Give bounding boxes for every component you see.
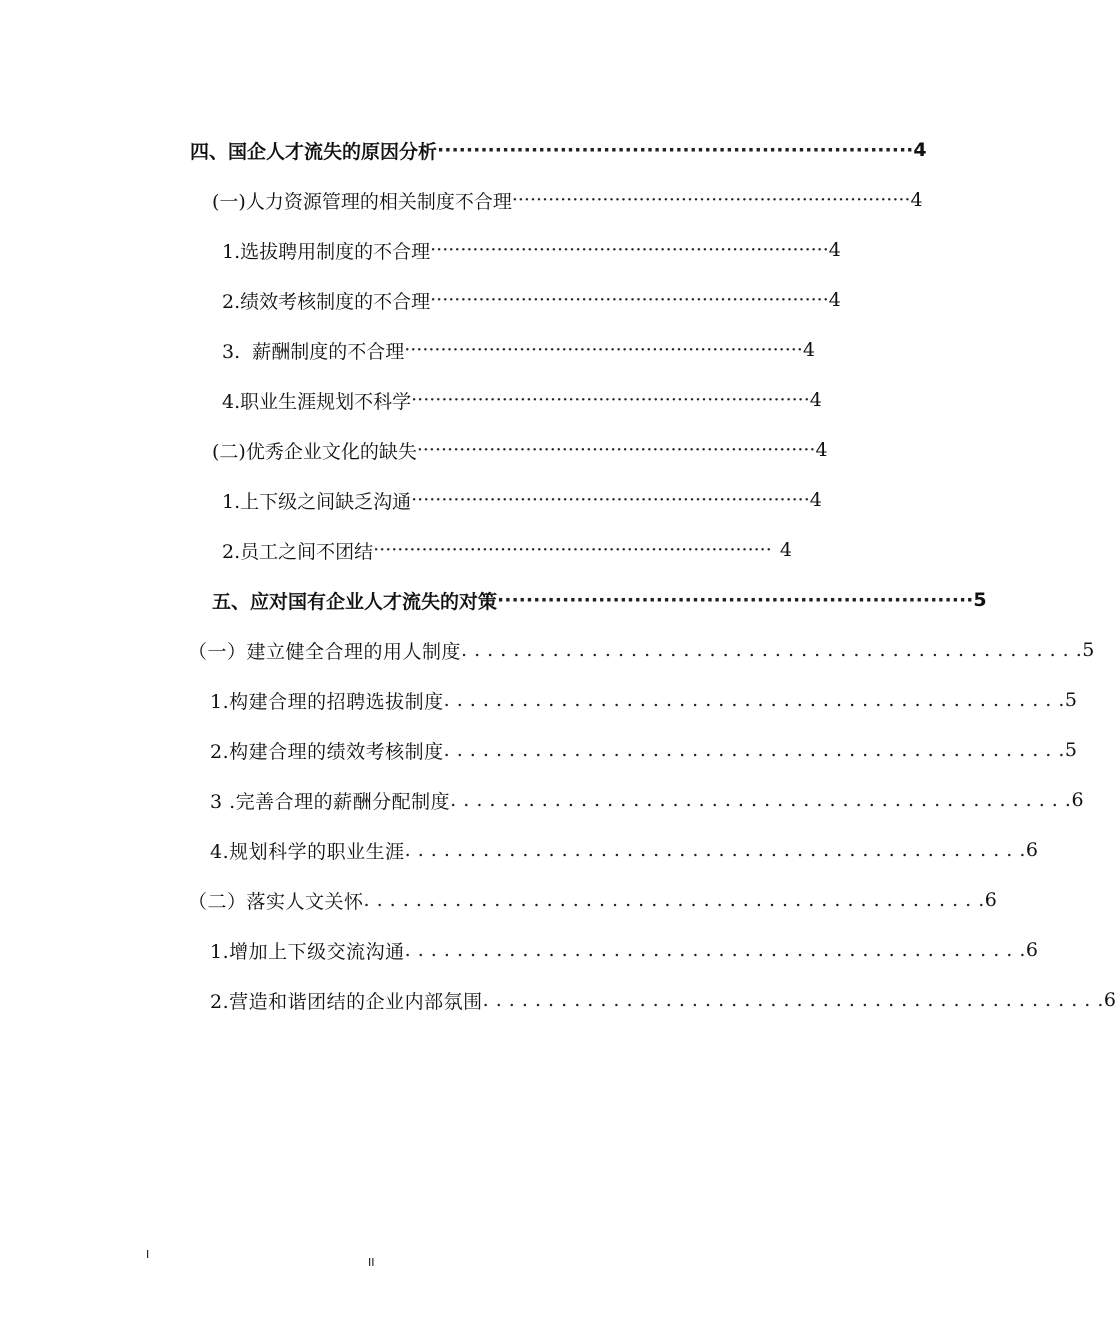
- toc-entry-subsection[interactable]: [222, 335, 815, 365]
- toc-entry-subsection[interactable]: [210, 685, 1078, 715]
- toc-entry-title: （一）建立健全合理的用人制度: [188, 640, 462, 663]
- toc-entry-chapter-5[interactable]: [212, 585, 987, 615]
- toc-entry-title: 1.增加上下级交流沟通: [210, 940, 405, 963]
- toc-entry-title: （二）落实人文关怀: [188, 890, 364, 913]
- toc-entry-page: 4: [802, 339, 815, 361]
- toc-entry-subsection[interactable]: [210, 985, 1117, 1015]
- toc-entry-page: 5: [1082, 639, 1095, 661]
- toc-leader-dots: ··································································: [430, 289, 829, 311]
- toc-entry-title: 1.选拔聘用制度的不合理: [222, 240, 431, 263]
- toc-entry-title: 4.职业生涯规划不科学: [222, 390, 412, 413]
- toc-entry-page: 4: [815, 439, 828, 461]
- toc-entry-title: 3. 薪酬制度的不合理: [222, 340, 405, 363]
- toc-entry-page: 6: [1025, 939, 1039, 961]
- toc-entry-subsection[interactable]: [222, 485, 822, 515]
- toc-entry-section[interactable]: [188, 635, 1095, 665]
- toc-leader-dots: ··································································: [404, 339, 803, 361]
- toc-entry-title: 2.构建合理的绩效考核制度: [210, 740, 444, 763]
- toc-entry-chapter-4[interactable]: [190, 135, 927, 165]
- toc-leader-dots: . . . . . . . . . . . . . . . . . . . . . . . . . . . . . . . . . . . . . . . . . . . . . . . .: [482, 989, 1104, 1011]
- page-number-center: II: [368, 1256, 375, 1269]
- toc-leader-dots: ··································································: [411, 489, 810, 511]
- toc-entry-subsection[interactable]: [210, 935, 1039, 965]
- toc-entry-page: 4: [779, 539, 792, 561]
- toc-entry-title: 2.营造和谐团结的企业内部氛围: [210, 990, 483, 1013]
- toc-leader-dots: ··································································: [416, 439, 816, 461]
- toc-entry-title: 1.构建合理的招聘选拔制度: [210, 690, 444, 713]
- toc-leader-dots: ··································································: [511, 189, 911, 211]
- toc-leader-dots: . . . . . . . . . . . . . . . . . . . . . . . . . . . . . . . . . . . . . . . . . . . . . . . .: [443, 689, 1065, 711]
- toc-entry-title: 3 .完善合理的薪酬分配制度: [210, 790, 451, 813]
- toc-entry-title: 2.绩效考核制度的不合理: [222, 290, 431, 313]
- toc-entry-page: 6: [1071, 789, 1085, 811]
- toc-leader-dots: ··································································: [497, 589, 974, 611]
- toc-leader-dots: . . . . . . . . . . . . . . . . . . . . . . . . . . . . . . . . . . . . . . . . . . . . . . . .: [363, 889, 985, 911]
- toc-entry-subsection[interactable]: [222, 285, 841, 315]
- toc-entry-title: 四、国企人才流失的原因分析: [190, 140, 438, 163]
- toc-leader-dots: ··································································: [373, 539, 772, 561]
- toc-entry-title: 2.员工之间不团结: [222, 540, 374, 563]
- toc-entry-subsection[interactable]: [210, 835, 1039, 865]
- page-number-left: I: [146, 1248, 150, 1261]
- toc-entry-page: 6: [984, 889, 998, 911]
- toc-entry-subsection[interactable]: [222, 385, 822, 415]
- toc-entry-subsection[interactable]: [222, 535, 792, 565]
- toc-entry-subsection[interactable]: [210, 785, 1085, 815]
- toc-entry-title: (一)人力资源管理的相关制度不合理: [212, 190, 512, 213]
- toc-leader-dots: ··································································: [411, 389, 810, 411]
- toc-entry-section[interactable]: [188, 885, 998, 915]
- toc-leader-dots: . . . . . . . . . . . . . . . . . . . . . . . . . . . . . . . . . . . . . . . . . . . . . . . .: [450, 789, 1072, 811]
- toc-entry-section[interactable]: [212, 185, 923, 215]
- toc-entry-page: 4: [910, 189, 923, 211]
- toc-entry-title: 五、应对国有企业人才流失的对策: [212, 590, 498, 613]
- toc-entry-title: (二)优秀企业文化的缺失: [212, 440, 417, 463]
- toc-leader-dots: ··································································: [437, 139, 914, 161]
- toc-entry-page: 6: [1103, 989, 1117, 1011]
- toc-entry-title: 1.上下级之间缺乏沟通: [222, 490, 412, 513]
- toc-entry-page: 4: [828, 239, 841, 261]
- toc-leader-dots: . . . . . . . . . . . . . . . . . . . . . . . . . . . . . . . . . . . . . . . . . . . . . . . .: [404, 839, 1026, 861]
- toc-entry-page: 4: [913, 139, 927, 161]
- toc-entry-page: 6: [1025, 839, 1039, 861]
- toc-entry-subsection[interactable]: [222, 235, 841, 265]
- toc-leader-dots: . . . . . . . . . . . . . . . . . . . . . . . . . . . . . . . . . . . . . . . . . . . . . . . .: [461, 639, 1083, 661]
- toc-entry-page: 4: [809, 489, 822, 511]
- toc-entry-page: 5: [1064, 689, 1078, 711]
- toc-leader-dots: . . . . . . . . . . . . . . . . . . . . . . . . . . . . . . . . . . . . . . . . . . . . . . . .: [404, 939, 1026, 961]
- toc-entry-page: 4: [828, 289, 841, 311]
- toc-leader-dots: ··································································: [430, 239, 829, 261]
- toc-entry-page: 5: [1064, 739, 1078, 761]
- toc-entry-page: 5: [973, 589, 987, 611]
- toc-entry-page: 4: [809, 389, 822, 411]
- toc-entry-section[interactable]: [212, 435, 828, 465]
- toc-entry-subsection[interactable]: [210, 735, 1078, 765]
- toc-leader-dots: . . . . . . . . . . . . . . . . . . . . . . . . . . . . . . . . . . . . . . . . . . . . . . . .: [443, 739, 1065, 761]
- toc-entry-title: 4.规划科学的职业生涯: [210, 840, 405, 863]
